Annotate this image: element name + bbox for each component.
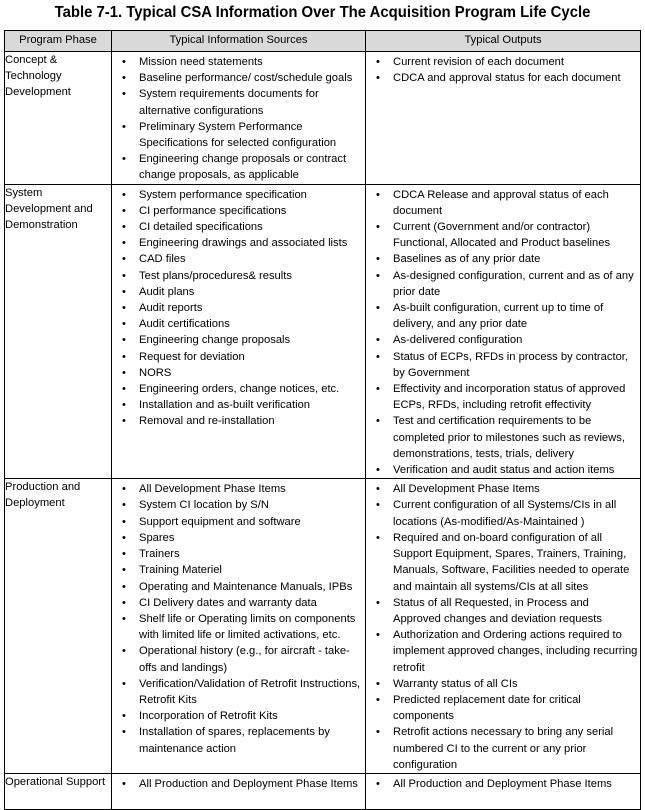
typical-outputs-cell <box>366 184 641 479</box>
list-item: • Audit plans <box>112 284 363 300</box>
list-item: • Trainers <box>112 546 363 562</box>
list-item: • Preliminary System Performance Specifications for selected configuration <box>112 119 363 151</box>
program-phase-cell: Operational Support <box>5 773 112 809</box>
header-program-phase: Program Phase <box>5 31 112 52</box>
list-item: • All Production and Deployment Phase Items <box>112 776 363 792</box>
program-phase-cell: System Development and Demonstration <box>5 184 112 479</box>
table-row <box>5 52 641 185</box>
table-row <box>5 773 641 809</box>
program-phase-cell: Concept & Technology Development <box>5 52 112 185</box>
header-information-sources: Typical Information Sources <box>112 31 366 52</box>
sources-list <box>112 479 365 756</box>
list-item: • Shelf life or Operating limits on components with limited life or limited activations, etc. <box>112 611 363 643</box>
list-item: • Baseline performance/ cost/schedule goals <box>112 70 363 86</box>
table-row <box>5 479 641 774</box>
list-item: • Installation and as-built verification <box>112 397 363 413</box>
list-item: • As-delivered configuration <box>366 332 638 348</box>
list-item: • Baselines as of any prior date <box>366 251 638 267</box>
list-item: • System requirements documents for alternative configurations <box>112 86 363 118</box>
list-item: • Current configuration of all Systems/CIs in all locations (As-modified/As-Maintained ) <box>366 497 638 529</box>
list-item: • Test plans/procedures& results <box>112 268 363 284</box>
list-item: • Audit reports <box>112 300 363 316</box>
table-title: Table 7-1. Typical CSA Information Over The Acquisition Program Life Cycle <box>54 4 591 21</box>
list-item: • CDCA and approval status for each document <box>366 70 638 86</box>
list-item: • Current revision of each document <box>366 54 638 70</box>
list-item: • Operational history (e.g., for aircraft - take-offs and landings) <box>112 643 363 675</box>
list-item: • Verification and audit status and action items <box>366 462 638 478</box>
information-sources-cell <box>112 479 366 774</box>
list-item: • Spares <box>112 530 363 546</box>
list-item: • Engineering drawings and associated lists <box>112 235 363 251</box>
table-row <box>5 184 641 479</box>
list-item: • System CI location by S/N <box>112 497 363 513</box>
list-item: • Request for deviation <box>112 349 363 365</box>
list-item: • Status of all Requested, in Process and Approved changes and deviation requests <box>366 595 638 627</box>
list-item: • Audit certifications <box>112 316 363 332</box>
typical-outputs-cell <box>366 773 641 809</box>
list-item: • Engineering change proposals or contract change proposals, as applicable <box>112 151 363 183</box>
table-header-row <box>5 31 641 52</box>
list-item: • System performance specification <box>112 187 363 203</box>
list-item: • As-designed configuration, current and as of any prior date <box>366 268 638 300</box>
list-item: • Operating and Maintenance Manuals, IPBs <box>112 579 363 595</box>
information-sources-cell <box>112 52 366 185</box>
table-body <box>5 52 641 810</box>
list-item: • Predicted replacement date for critical components <box>366 692 638 724</box>
information-sources-cell <box>112 184 366 479</box>
list-item: • Warranty status of all CIs <box>366 676 638 692</box>
outputs-list <box>366 774 640 792</box>
list-item: • As-built configuration, current up to time of delivery, and any prior date <box>366 300 638 332</box>
list-item: • Authorization and Ordering actions required to implement approved changes, including recurring retrofit <box>366 627 638 676</box>
list-item: • Support equipment and software <box>112 514 363 530</box>
typical-outputs-cell <box>366 52 641 185</box>
list-item: • All Production and Deployment Phase Items <box>366 776 638 792</box>
outputs-list <box>366 479 640 773</box>
list-item: • Required and on-board configuration of all Support Equipment, Spares, Trainers, Training, Manuals, Software, Facilities needed to operate and maintain all systems/CIs at all sites <box>366 530 638 595</box>
list-item: • Mission need statements <box>112 54 363 70</box>
list-item: • All Development Phase Items <box>112 481 363 497</box>
list-item: • Verification/Validation of Retrofit Instructions, Retrofit Kits <box>112 676 363 708</box>
list-item: • Effectivity and incorporation status of approved ECPs, RFDs, including retrofit effectivity <box>366 381 638 413</box>
list-item: • Removal and re-installation <box>112 413 363 429</box>
list-item: • Incorporation of Retrofit Kits <box>112 708 363 724</box>
outputs-list <box>366 185 640 479</box>
list-item: • CI detailed specifications <box>112 219 363 235</box>
list-item: • Engineering change proposals <box>112 332 363 348</box>
list-item: • Status of ECPs, RFDs in process by contractor, by Government <box>366 349 638 381</box>
list-item: • Installation of spares, replacements by maintenance action <box>112 724 363 756</box>
list-item: • Training Materiel <box>112 562 363 578</box>
outputs-list <box>366 52 640 86</box>
list-item: • Engineering orders, change notices, etc. <box>112 381 363 397</box>
header-typical-outputs: Typical Outputs <box>366 31 641 52</box>
information-sources-cell <box>112 773 366 809</box>
sources-list <box>112 52 365 184</box>
list-item: • CI performance specifications <box>112 203 363 219</box>
list-item: • Retrofit actions necessary to bring any serial numbered CI to the current or any prior configuration <box>366 724 638 773</box>
list-item: • CI Delivery dates and warranty data <box>112 595 363 611</box>
csa-table <box>4 30 641 810</box>
list-item: • NORS <box>112 365 363 381</box>
program-phase-cell: Production and Deployment <box>5 479 112 774</box>
typical-outputs-cell <box>366 479 641 774</box>
list-item: • Test and certification requirements to be completed prior to milestones such as reviews, demonstrations, tests, trials, delivery <box>366 413 638 462</box>
sources-list <box>112 185 365 430</box>
list-item: • Current (Government and/or contractor) Functional, Allocated and Product baselines <box>366 219 638 251</box>
list-item: • CAD files <box>112 251 363 267</box>
list-item: • All Development Phase Items <box>366 481 638 497</box>
list-item: • CDCA Release and approval status of each document <box>366 187 638 219</box>
sources-list <box>112 774 365 792</box>
